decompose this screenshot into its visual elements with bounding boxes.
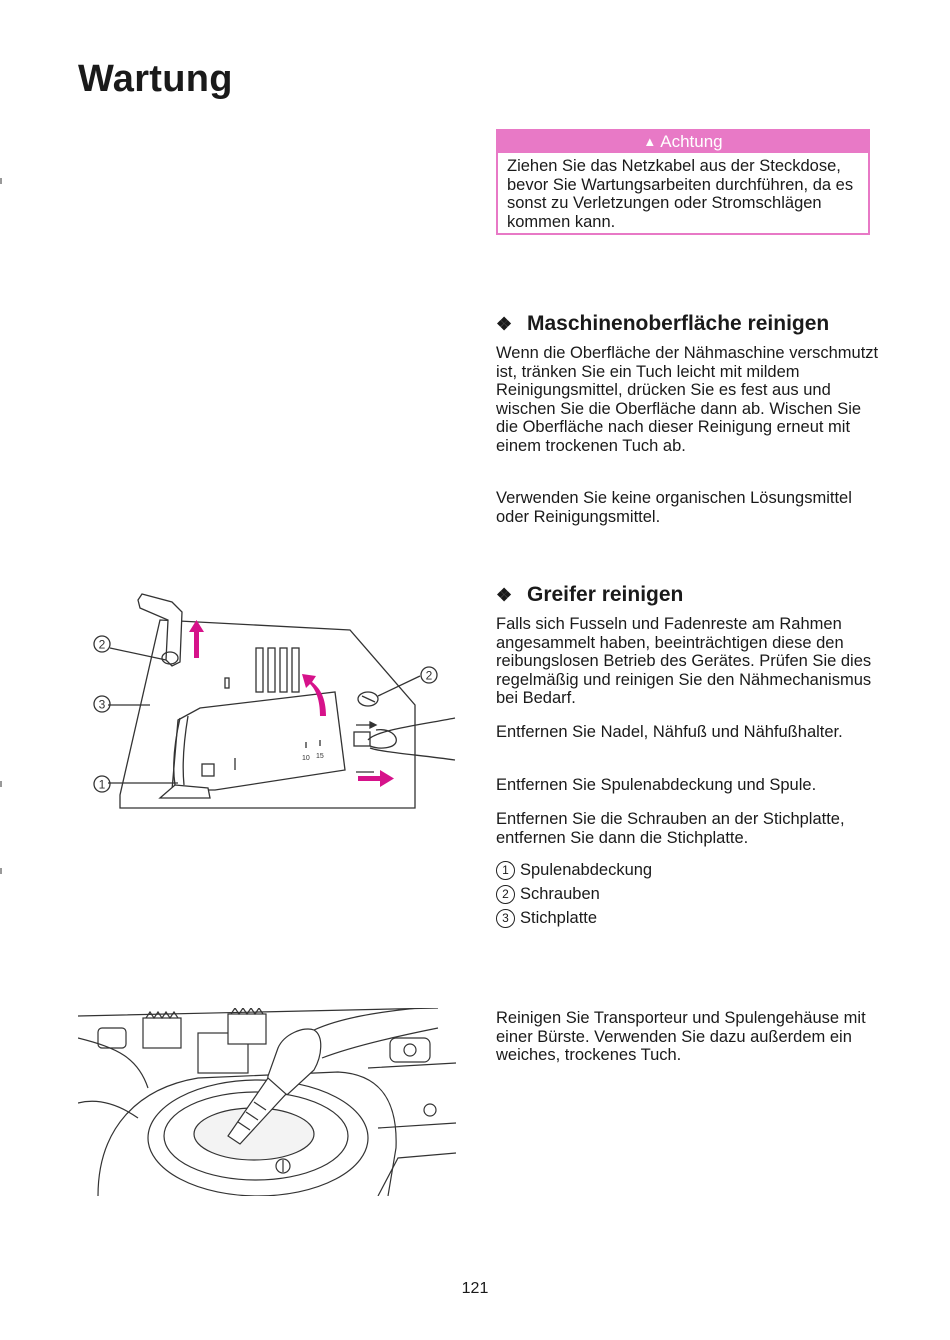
section-heading-hook bbox=[496, 583, 683, 607]
brush-paragraph: Reinigen Sie Transporteur und Spulengehäuse mit einer Bürste. Verwenden Sie dazu außerdem ein weiches, trockenes Tuch. bbox=[496, 1009, 866, 1064]
legend-item bbox=[496, 860, 652, 880]
diamond-bullet-icon: ❖ bbox=[496, 314, 513, 334]
hook-paragraph-1: Falls sich Fusseln und Fadenreste am Rahmen angesammelt haben, beeinträchtigen diese den reibungslosen Betrieb des Gerätes. Prüfen Sie dies regelmäßig und reinigen Sie den Nähmechanismus bei Bedarf. bbox=[496, 615, 872, 707]
page-number: 121 bbox=[461, 1280, 489, 1297]
edge-mark bbox=[0, 781, 2, 787]
warning-header-label: Achtung bbox=[660, 132, 723, 151]
figure-label: 1 bbox=[98, 777, 106, 792]
figure-label: 2 bbox=[425, 668, 433, 683]
section-heading-hook-label: Greifer reinigen bbox=[527, 583, 684, 606]
legend-label: Spulenabdeckung bbox=[520, 861, 653, 879]
diamond-bullet-icon: ❖ bbox=[496, 585, 513, 605]
warning-header bbox=[498, 131, 868, 153]
seam-guide-mark: 15 bbox=[316, 753, 324, 760]
legend-number: 1 bbox=[496, 861, 515, 880]
brush-cleaning-illustration bbox=[78, 1008, 456, 1196]
page-title: Wartung bbox=[78, 58, 233, 100]
edge-mark bbox=[0, 178, 2, 184]
legend-number: 2 bbox=[496, 885, 515, 904]
hook-paragraph-2: Entfernen Sie Nadel, Nähfuß und Nähfußhalter. bbox=[496, 723, 843, 741]
legend-number: 3 bbox=[496, 909, 515, 928]
surface-paragraph-1: Wenn die Oberfläche der Nähmaschine verschmutzt ist, tränken Sie ein Tuch leicht mit mildem Reinigungsmittel, drücken Sie es fest aus und wischen Sie die Oberfläche dann ab. Wischen Sie die Oberfläche nach dieser Reinigung erneut mit einem trockenen Tuch ab. bbox=[496, 344, 879, 455]
hook-paragraph-4: Entfernen Sie die Schrauben an der Stichplatte, entfernen Sie dann die Stichplatte. bbox=[496, 810, 845, 847]
warning-triangle-icon: ▲ bbox=[643, 134, 657, 149]
warning-box bbox=[496, 129, 870, 235]
hook-paragraph-3: Entfernen Sie Spulenabdeckung und Spule. bbox=[496, 776, 817, 794]
figure-label: 3 bbox=[98, 697, 106, 712]
surface-paragraph-2: Verwenden Sie keine organischen Lösungsmittel oder Reinigungsmittel. bbox=[496, 489, 852, 526]
edge-mark bbox=[0, 868, 2, 874]
legend-item bbox=[496, 884, 600, 904]
seam-guide-mark: 10 bbox=[302, 755, 310, 762]
warning-text: Ziehen Sie das Netzkabel aus der Steckdose, bevor Sie Wartungsarbeiten durchführen, da es sonst zu Verletzungen oder Stromschlägen kommen kann. bbox=[507, 157, 854, 231]
section-heading-surface bbox=[496, 312, 829, 336]
section-heading-surface-label: Maschinenoberfläche reinigen bbox=[527, 312, 830, 335]
legend-label: Stichplatte bbox=[520, 909, 598, 927]
needle-plate-illustration bbox=[80, 580, 460, 820]
legend-label: Schrauben bbox=[520, 885, 600, 903]
legend-item bbox=[496, 908, 597, 928]
figure-label: 2 bbox=[98, 637, 106, 652]
feed-dogs bbox=[143, 1008, 266, 1073]
